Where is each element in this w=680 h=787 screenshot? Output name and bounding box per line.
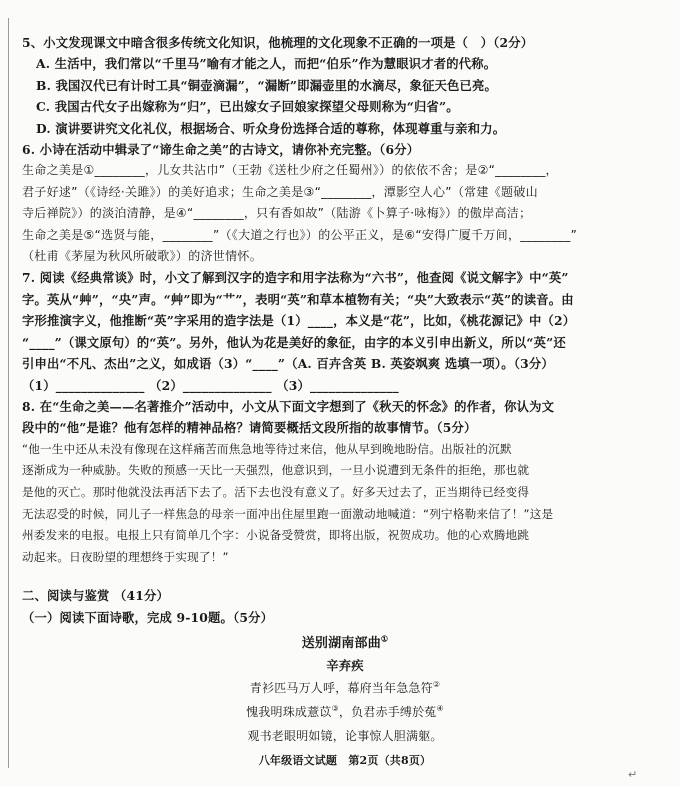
q8-passage-3: 是他的灭亡。那时他就没法再活下去了。活下去也没有意义了。好多天过去了，正当期待已经变得 (22, 484, 530, 499)
poem-title-text: 送别湖南部曲 (301, 636, 381, 652)
page-content (22, 32, 668, 771)
q5-option-d: D. 演讲要讲究文化礼仪，根据场合、听众身份选择合适的尊称，体现尊重与亲和力。 (36, 120, 506, 136)
q8-passage-6: 动起来。日夜盼望的理想终于实现了！” (22, 549, 229, 564)
poem-line-2a-text: 愧我明珠成薏苡 (246, 704, 332, 719)
q6-line-5: （杜甫《茅屋为秋风所破歌》）的济世情怀。 (22, 249, 263, 264)
poem-note-4: ④ (436, 703, 444, 713)
q8-passage-2: 逐渐成为一种威胁。失败的预感一天比一天强烈，他意识到，一旦小说遭到无条件的拒绝，那也就 (22, 463, 530, 478)
poem-line-1-text: 青衫匹马万人呼，幕府当年急急符 (249, 680, 433, 695)
q6-line-2: 君子好逑”（《诗经·关雎》）的美好追求；生命之美是③“________，潭影空人心”（常建《题破山 (22, 184, 538, 199)
q6-line-4: 生命之美是⑤“选贤与能，________”（《大道之行也》）的公平正义，是⑥“安得广厦千万间，________” (22, 227, 578, 242)
q8-passage-1: “他一生中还从未没有像现在这样痛苦而焦急地等待过来信，他从早到晚地盼信。出版社的沉默 (22, 441, 512, 456)
q6-stem: 6. 小诗在活动中辑录了“谛生命之美”的古诗文，请你补充完整。（6分） (22, 142, 420, 158)
q7-line-3: 字形推演字义，他推断“英”字采用的造字法是（1）____，本义是“花”，比如，《桃花源记》中（2） (22, 313, 576, 329)
q7-line-5: 引申出“不凡、杰出”之义，如成语（3）“____”（A. 百卉含英 B. 英姿飒爽 选填一项）。（3分） (22, 356, 554, 372)
poem-title (22, 633, 668, 654)
section-2-subtitle: （一）阅读下面诗歌，完成 9-10题。（5分） (22, 609, 274, 625)
poem-note-3: ③ (331, 703, 339, 713)
poem-line-3: 观书老眼明如镜，论事惊人胆满躯。 (247, 728, 443, 743)
q8-passage-5: 州委发来的电报。电报上只有简单几个字：小说备受赞赏，即将出版，祝贺成功。他的心欢腾地跳 (22, 528, 530, 543)
poem-author: 辛弃疾 (326, 657, 364, 673)
q5-stem: 5、小文发现课文中暗含很多传统文化知识，他梳理的文化现象不正确的一项是（ ）（2分） (22, 35, 534, 50)
q7-line-4: “____”（课文原句）的“英”。另外，他认为花是美好的象征，由字的本义引申出新义，所以“英”还 (22, 334, 566, 350)
q6-line-3: 寺后禅院》）的淡泊清静，是④“________，只有香如故”（陆游《卜算子·咏梅》）的傲岸高洁； (22, 206, 532, 221)
poem-title-note: ① (380, 633, 389, 644)
poem-line-1 (22, 676, 668, 700)
section-2-title: 二、阅读与鉴赏 （41分） (22, 588, 169, 604)
poem-line-2b-text: ，负君赤手缚於菟 (338, 704, 437, 719)
q8-line-2: 段中的“他”是谁？他有怎样的精神品格？请简要概括文段所指的故事情节。（5分） (22, 420, 477, 436)
page-footer: 八年级语文试题 第2页（共8页） (258, 753, 432, 767)
paragraph-return-mark: ↵ (628, 768, 638, 781)
margin-rule (8, 18, 9, 768)
q7-line-1: 7. 阅读《经典常谈》时，小文了解到汉字的造字和用字法称为“六书”，他查阅《说文解字》中“英” (22, 270, 569, 286)
q7-line-2: 字。英从“艸”，“央”声。“艸”即为“艹”，表明“英”和草本植物有关；“央”大致表示“英”的读音。由 (22, 291, 574, 307)
poem-line-2 (22, 700, 668, 724)
q7-answer-blanks: （1）______________ （2）______________ （3）______________ (22, 377, 399, 393)
q6-line-1: 生命之美是①________，儿女共沾巾”（王勃《送杜少府之任蜀州》）的依依不舍；是②“________， (22, 163, 558, 178)
q5-option-a: A. 生活中，我们常以“千里马”喻有才能之人，而把“伯乐”作为慧眼识才者的代称。 (36, 56, 497, 72)
poem-note-2: ② (432, 679, 441, 689)
q8-line-1: 8. 在“生命之美——名著推介”活动中，小文从下面文字想到了《秋天的怀念》的作者，你认为文 (22, 398, 555, 414)
q8-passage-4: 无法忍受的时候，同儿子一样焦急的母亲一面冲出住屋里跑一面激动地喊道：“列宁格勒来信了！”这是 (22, 506, 554, 521)
q5-option-b: B. 我国汉代已有计时工具“铜壶滴漏”，“漏断”即漏壶里的水滴尽，象征天色已亮。 (36, 77, 498, 93)
q5-option-c: C. 我国古代女子出嫁称为“归”，已出嫁女子回娘家探望父母则称为“归省”。 (36, 99, 459, 115)
